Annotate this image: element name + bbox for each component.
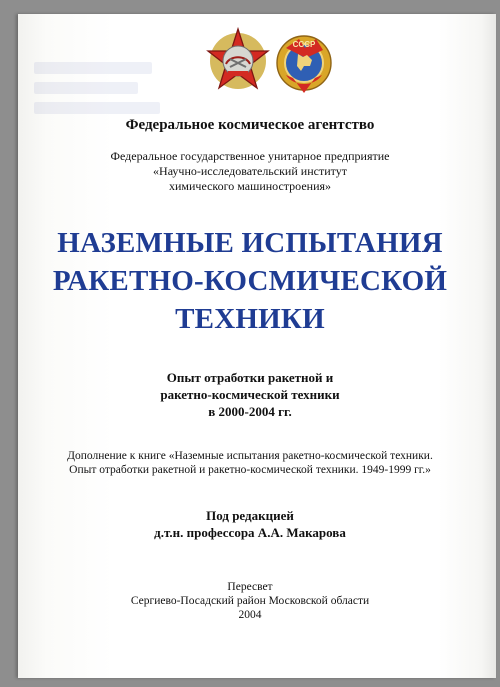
institute-line: «Научно-исследовательский институт	[153, 164, 347, 178]
book-title-line: ТЕХНИКИ	[175, 303, 325, 335]
institute-block	[0, 149, 500, 194]
editor-line: Под редакцией	[206, 508, 294, 523]
subtitle-line: в 2000-2004 гг.	[208, 404, 292, 419]
medal-badge-text: СССР	[292, 40, 316, 49]
book-subtitle	[0, 369, 500, 420]
supplement-line: Дополнение к книге «Наземные испытания ракетно-космической техники.	[67, 450, 433, 462]
supplement-line: Опыт отработки ракетной и ракетно-космической техники. 1949-1999 гг.»	[69, 464, 431, 476]
red-star-order-icon	[208, 29, 268, 89]
title-page	[18, 14, 496, 678]
subtitle-line: ракетно-космической техники	[160, 387, 340, 402]
editor-line: д.т.н. профессора А.А. Макарова	[154, 525, 346, 540]
publication-imprint	[0, 580, 500, 622]
institute-line: Федеральное государственное унитарное предприятие	[110, 149, 390, 163]
editor-credit	[0, 507, 500, 541]
subtitle-line: Опыт отработки ракетной и	[166, 370, 334, 385]
imprint-region: Сергиево-Посадский район Московской области	[130, 595, 370, 607]
book-title	[0, 224, 500, 338]
book-title-line: НАЗЕМНЫЕ ИСПЫТАНИЯ	[57, 227, 443, 259]
imprint-year: 2004	[238, 609, 262, 621]
supplement-note	[0, 449, 500, 477]
imprint-place: Пересвет	[227, 581, 273, 593]
institute-line: химического машиностроения»	[168, 179, 332, 193]
agency-heading: Федеральное космическое агентство	[125, 117, 375, 133]
medals-emblem	[202, 20, 342, 106]
book-title-line: РАКЕТНО-КОСМИЧЕСКОЙ	[52, 265, 448, 297]
order-badge-cccp-icon	[277, 36, 331, 93]
